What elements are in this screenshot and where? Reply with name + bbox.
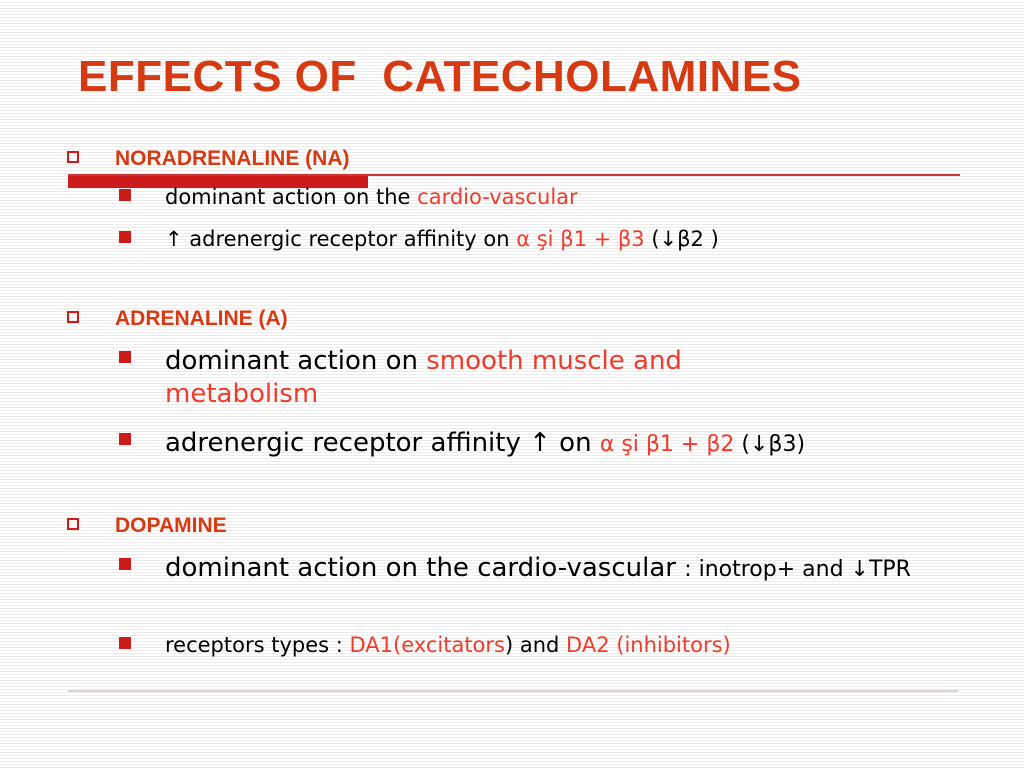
bullet-text: ↑ adrenergic receptor affinity on [165,227,517,251]
bullet-highlight: α şi β1 + β3 [516,227,645,251]
slide-title: EFFECTS OF CATECHOLAMINES [78,52,802,101]
hollow-square-bullet-icon [67,151,79,163]
bullet-suffix: : inotrop+ and ↓TPR [684,557,911,582]
bullet-highlight: DA2 (inhibitors) [566,633,731,657]
hollow-square-bullet-icon [67,311,79,323]
bullet-highlight: α şi β1 + β2 [599,432,735,457]
section-heading-label: DOPAMINE [115,514,227,537]
bullet-adrenaline-action [165,345,805,411]
bullet-highlight: smooth muscle and metabolism [165,346,682,409]
square-bullet-icon [119,231,131,243]
section-heading-noradrenaline [115,146,350,172]
bullet-adrenaline-affinity [165,427,965,461]
bullet-dopamine-action [165,552,955,586]
bullet-text: dominant action on the [165,185,418,209]
section-heading-adrenaline [115,306,288,332]
bullet-noradrenaline-action [165,184,578,210]
square-bullet-icon [119,189,131,201]
square-bullet-icon [119,433,131,445]
bullet-text: adrenergic receptor affinity ↑ on [165,428,600,458]
bullet-dopamine-receptors [165,632,731,658]
bullet-text: receptors types : [165,633,350,657]
section-heading-dopamine [115,513,227,539]
bullet-text: dominant action on the cardio-vascular [165,553,685,583]
square-bullet-icon [119,558,131,570]
bullet-suffix: (↓β3) [734,432,806,457]
section-heading-label: NORADRENALINE (NA) [115,147,350,170]
bullet-highlight: cardio-vascular [417,185,578,209]
footer-divider-line [68,690,958,692]
bullet-suffix: (↓β2 ) [644,227,719,251]
square-bullet-icon [119,351,131,363]
bullet-highlight: DA1(excitators [349,633,505,657]
bullet-noradrenaline-affinity [165,226,719,252]
hollow-square-bullet-icon [67,518,79,530]
bullet-text-middle: ) and [504,633,567,657]
bullet-text: dominant action on [165,346,427,376]
title-underline-line [68,174,960,176]
square-bullet-icon [119,637,131,649]
section-heading-label: ADRENALINE (A) [115,307,288,330]
